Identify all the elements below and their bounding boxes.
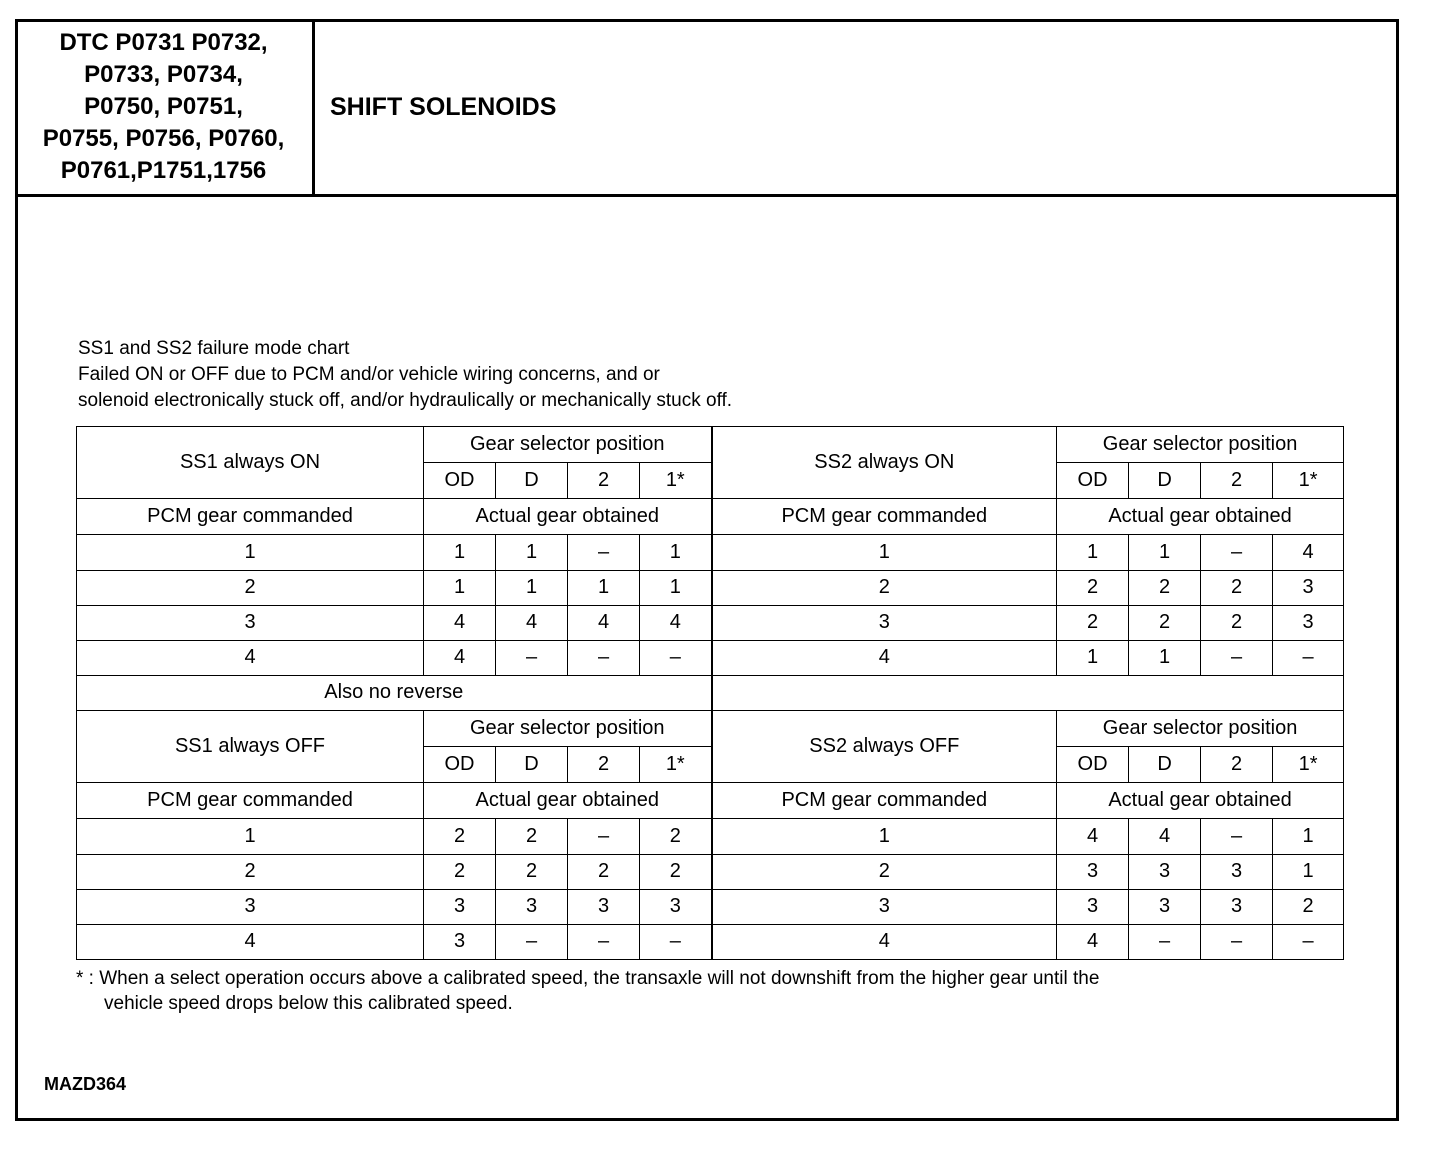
actual-gear-cell: 4 [1273,535,1344,570]
commanded-gear-cell: 3 [712,605,1057,640]
position-header: 2 [568,747,640,783]
pcm-gear-header: PCM gear commanded [712,783,1057,819]
actual-gear-cell: – [1201,924,1273,959]
actual-gear-cell: 3 [424,924,496,959]
commanded-gear-cell: 4 [77,640,424,675]
actual-gear-cell: – [1201,819,1273,854]
actual-gear-cell: 2 [1057,605,1129,640]
actual-gear-cell: 3 [1057,889,1129,924]
commanded-gear-cell: 3 [77,605,424,640]
actual-gear-cell: 1 [640,535,712,570]
actual-gear-cell: 3 [640,889,712,924]
actual-gear-cell: 2 [1129,605,1201,640]
footnote-line: vehicle speed drops below this calibrated speed. [104,993,513,1014]
footnote-line: * : When a select operation occurs above a calibrated speed, the transaxle will not downshift from the higher gear until the [76,968,1100,989]
table-row [77,535,1344,570]
actual-gear-cell: – [1201,535,1273,570]
pcm-gear-header: PCM gear commanded [77,499,424,535]
actual-gear-cell: 2 [1201,570,1273,605]
commanded-gear-cell: 3 [77,889,424,924]
actual-gear-cell: 1 [424,535,496,570]
page-title: SHIFT SOLENOIDS [330,93,557,121]
ss2-title-cell: SS2 always ON [712,427,1057,499]
actual-gear-cell: – [640,640,712,675]
table-row [77,889,1344,924]
table-row [77,854,1344,889]
actual-gear-header: Actual gear obtained [1057,499,1344,535]
table-row [77,605,1344,640]
figure-code: MAZD364 [44,1074,127,1094]
intro-text [78,336,732,414]
actual-gear-cell: 1 [496,535,568,570]
table-row [77,675,1344,710]
actual-gear-cell: 3 [424,889,496,924]
actual-gear-cell: 3 [1273,570,1344,605]
actual-gear-cell: 4 [496,605,568,640]
table-row [77,499,1344,535]
empty-cell [712,675,1344,710]
actual-gear-cell: 4 [640,605,712,640]
actual-gear-cell: 1 [1129,535,1201,570]
pcm-gear-header: PCM gear commanded [77,783,424,819]
actual-gear-cell: – [568,535,640,570]
actual-gear-cell: 4 [424,605,496,640]
position-header: D [1129,463,1201,499]
commanded-gear-cell: 1 [712,535,1057,570]
actual-gear-cell: 1 [568,570,640,605]
gear-selector-header: Gear selector position [1057,427,1344,463]
table-row [77,427,1344,463]
actual-gear-cell: – [496,640,568,675]
ss1-title-cell: SS1 always ON [77,427,424,499]
commanded-gear-cell: 1 [712,819,1057,854]
table-row [77,783,1344,819]
actual-gear-cell: 3 [1273,605,1344,640]
gear-selector-header: Gear selector position [424,711,712,747]
position-header: D [1129,747,1201,783]
position-header: OD [424,463,496,499]
actual-gear-cell: – [1273,640,1344,675]
position-header: 1* [640,747,712,783]
actual-gear-cell: – [496,924,568,959]
actual-gear-header: Actual gear obtained [424,499,712,535]
actual-gear-cell: 1 [640,570,712,605]
dtc-line: P0750, P0751, [84,92,243,120]
gear-selector-header: Gear selector position [424,427,712,463]
actual-gear-cell: – [1273,924,1344,959]
actual-gear-cell: 3 [496,889,568,924]
gear-selector-header: Gear selector position [1057,711,1344,747]
actual-gear-cell: – [568,924,640,959]
actual-gear-cell: 1 [496,570,568,605]
commanded-gear-cell: 4 [712,924,1057,959]
actual-gear-cell: – [1201,640,1273,675]
actual-gear-cell: 3 [1201,854,1273,889]
actual-gear-cell: – [568,640,640,675]
dtc-line: DTC P0731 P0732, [59,28,268,56]
actual-gear-cell: 2 [496,854,568,889]
actual-gear-cell: 4 [1057,924,1129,959]
pcm-gear-header: PCM gear commanded [712,499,1057,535]
actual-gear-cell: 4 [1129,819,1201,854]
dtc-line: P0761,P1751,1756 [60,156,267,184]
actual-gear-cell: 1 [1129,640,1201,675]
position-header: D [496,463,568,499]
actual-gear-cell: 2 [640,854,712,889]
actual-gear-cell: 2 [424,819,496,854]
actual-gear-cell: 2 [1129,570,1201,605]
actual-gear-cell: 2 [424,854,496,889]
actual-gear-cell: – [1129,924,1201,959]
actual-gear-header: Actual gear obtained [424,783,712,819]
ss2-title-cell: SS2 always OFF [712,711,1057,783]
actual-gear-cell: 1 [424,570,496,605]
actual-gear-cell: 2 [1273,889,1344,924]
commanded-gear-cell: 1 [77,819,424,854]
actual-gear-cell: 2 [640,819,712,854]
commanded-gear-cell: 2 [77,570,424,605]
position-header: 1* [1273,463,1344,499]
failure-mode-table [76,426,1344,960]
actual-gear-cell: 2 [496,819,568,854]
actual-gear-cell: 1 [1057,640,1129,675]
position-header: 1* [1273,747,1344,783]
position-header: OD [1057,747,1129,783]
commanded-gear-cell: 3 [712,889,1057,924]
actual-gear-cell: 1 [1057,535,1129,570]
header [15,19,1399,197]
position-header: 1* [640,463,712,499]
dtc-line: P0733, P0734, [84,60,243,88]
intro-line: Failed ON or OFF due to PCM and/or vehicle wiring concerns, and or [78,364,660,385]
ss1-title-cell: SS1 always OFF [77,711,424,783]
actual-gear-cell: 1 [1273,819,1344,854]
also-no-reverse-note: Also no reverse [77,675,712,710]
position-header: 2 [1201,747,1273,783]
position-header: 2 [1201,463,1273,499]
actual-gear-cell: 4 [1057,819,1129,854]
intro-line: solenoid electronically stuck off, and/or hydraulically or mechanically stuck off. [78,390,733,411]
footnote [76,966,1099,1016]
position-header: OD [1057,463,1129,499]
actual-gear-cell: 3 [1129,854,1201,889]
table-row [77,640,1344,675]
commanded-gear-cell: 2 [712,854,1057,889]
position-header: 2 [568,463,640,499]
actual-gear-cell: – [568,819,640,854]
table-row [77,819,1344,854]
dtc-line: P0755, P0756, P0760, [42,124,285,152]
commanded-gear-cell: 4 [77,924,424,959]
position-header: OD [424,747,496,783]
actual-gear-cell: 2 [1201,605,1273,640]
commanded-gear-cell: 1 [77,535,424,570]
actual-gear-cell: 2 [568,854,640,889]
table-row [77,570,1344,605]
actual-gear-header: Actual gear obtained [1057,783,1344,819]
commanded-gear-cell: 2 [77,854,424,889]
actual-gear-cell: 3 [1057,854,1129,889]
actual-gear-cell: 2 [1057,570,1129,605]
intro-line: SS1 and SS2 failure mode chart [78,338,350,359]
dtc-codes-box [15,19,315,194]
actual-gear-cell: 1 [1273,854,1344,889]
table-row [77,924,1344,959]
commanded-gear-cell: 4 [712,640,1057,675]
actual-gear-cell: 3 [568,889,640,924]
actual-gear-cell: 3 [1129,889,1201,924]
actual-gear-cell: 4 [424,640,496,675]
actual-gear-cell: 3 [1201,889,1273,924]
commanded-gear-cell: 2 [712,570,1057,605]
table-row [77,711,1344,747]
actual-gear-cell: – [640,924,712,959]
position-header: D [496,747,568,783]
actual-gear-cell: 4 [568,605,640,640]
